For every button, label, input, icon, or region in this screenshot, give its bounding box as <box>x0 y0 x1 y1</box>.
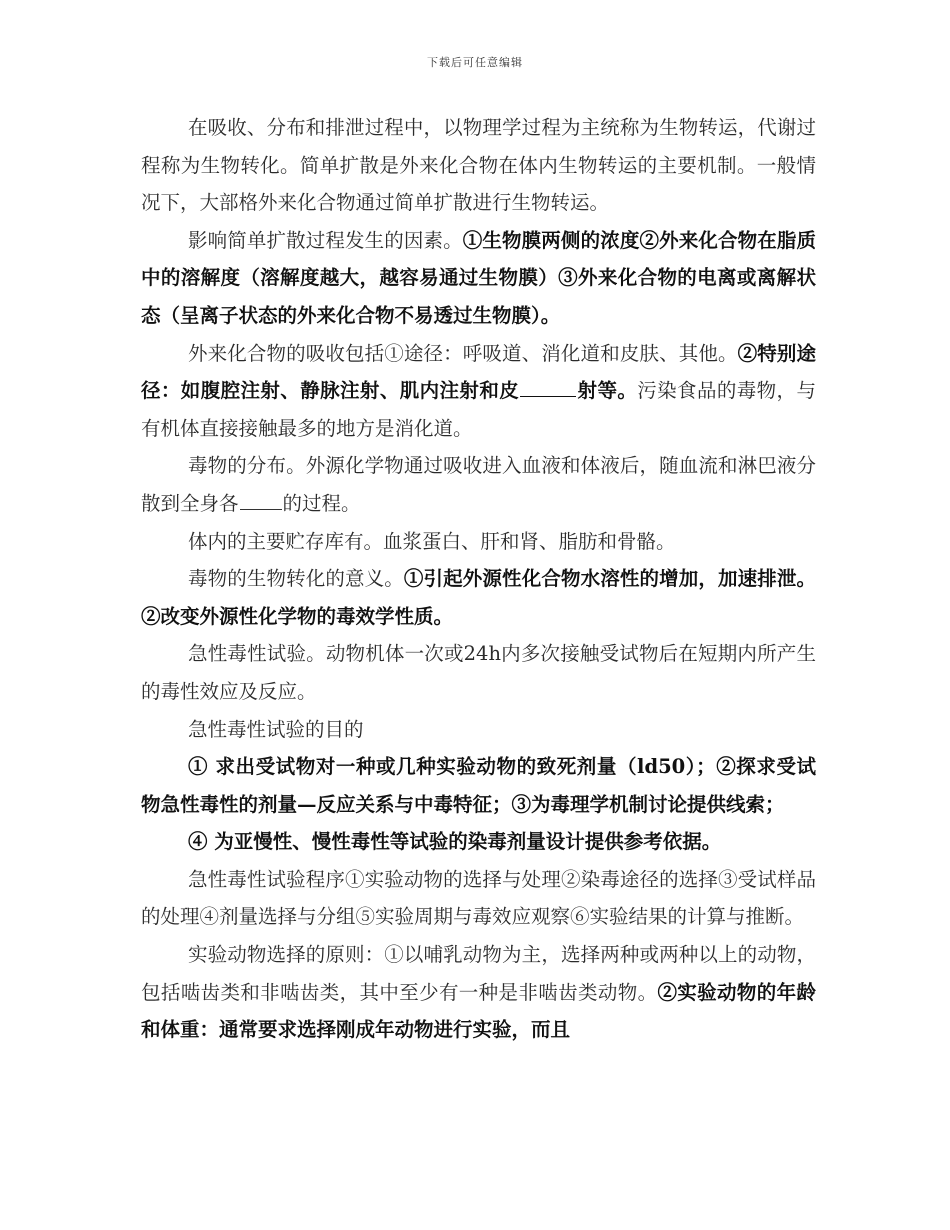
paragraph-animal-selection <box>141 936 816 1049</box>
paragraph-biotransformation <box>141 560 816 635</box>
paragraph-lead: 毒物的生物转化的意义。 <box>188 567 404 591</box>
paragraph-diffusion-factors <box>141 222 816 335</box>
paragraph-acute-purpose-heading: 急性毒性试验的目的 <box>188 717 364 741</box>
paragraph-absorption <box>141 335 816 448</box>
paragraph-bold-text: ①引起外源性化合物水溶性的增加，加速排泄。②改变外源性化学物的毒效学性质。 <box>141 567 816 628</box>
paragraph-text: 毒物的分布。外源化学物通过吸收进入血液和体液后，随血流和淋巴液分散到全身各 <box>141 454 816 515</box>
paragraph-bold-text: ②实验动物的年龄和体重：通常要求选择刚成年动物进行实验，而且 <box>141 980 816 1042</box>
paragraph-lead: 影响简单扩散过程发生的因素。 <box>188 228 463 252</box>
document-body <box>141 109 816 1049</box>
paragraph-distribution <box>141 447 816 522</box>
paragraph-acute-purpose-list: ① 求出受试物对一种或几种实验动物的致死剂量（ld50）；②探求受试物急性毒性的剂量—反应关系与中毒特征；③为毒理学机制讨论提供线索； <box>141 755 816 816</box>
fill-in-blank <box>240 491 282 510</box>
paragraph-bold-text: ①生物膜两侧的浓度②外来化合物在脂质中的溶解度（溶解度越大，越容易通过生物膜）③外来化合物的电离或离解状态（呈离子状态的外来化合物不易透过生物膜）。 <box>141 228 816 327</box>
paragraph-bold-text: 射等。 <box>577 379 638 403</box>
paragraph-acute-procedure: 急性毒性试验程序①实验动物的选择与处理②染毒途径的选择③受试样品的处理④剂量选择与分组⑤实验周期与毒效应观察⑥实验结果的计算与推断。 <box>141 867 816 929</box>
paragraph-bold-text: ②特别途径：如腹腔注射、静脉注射、肌内注射和皮 <box>141 341 816 403</box>
paragraph-acute-purpose-item4: ④ 为亚慢性、慢性毒性等试验的染毒剂量设计提供参考依据。 <box>188 830 722 854</box>
paragraph-tail: 污染食品的毒物，与有机体直接接触最多的地方是消化道。 <box>141 379 816 440</box>
paragraph-biotransport: 在吸收、分布和排泄过程中，以物理学过程为主统称为生物转运，代谢过程称为生物转化。简单扩散是外来化合物在体内生物转运的主要机制。一般情况下，大部格外来化合物通过简单扩散进行生物转运。 <box>141 116 816 215</box>
page-header: 下载后可任意编辑 <box>427 56 523 69</box>
paragraph-lead: 外来化合物的吸收包括①途径：呼吸道、消化道和皮肤、其他。 <box>188 341 738 365</box>
fill-in-blank <box>520 376 576 397</box>
paragraph-storage: 体内的主要贮存库有。血浆蛋白、肝和肾、脂肪和骨骼。 <box>188 529 676 553</box>
paragraph-text: 实验动物选择的原则：①以哺乳动物为主，选择两种或两种以上的动物，包括啮齿类和非啮齿类，其中至少有一种是非啮齿类动物。 <box>141 943 816 1004</box>
paragraph-text: 的过程。 <box>282 491 361 515</box>
paragraph-acute-toxicity: 急性毒性试验。动物机体一次或24h内多次接触受试物后在短期内所产生的毒性效应及反应。 <box>141 642 816 703</box>
